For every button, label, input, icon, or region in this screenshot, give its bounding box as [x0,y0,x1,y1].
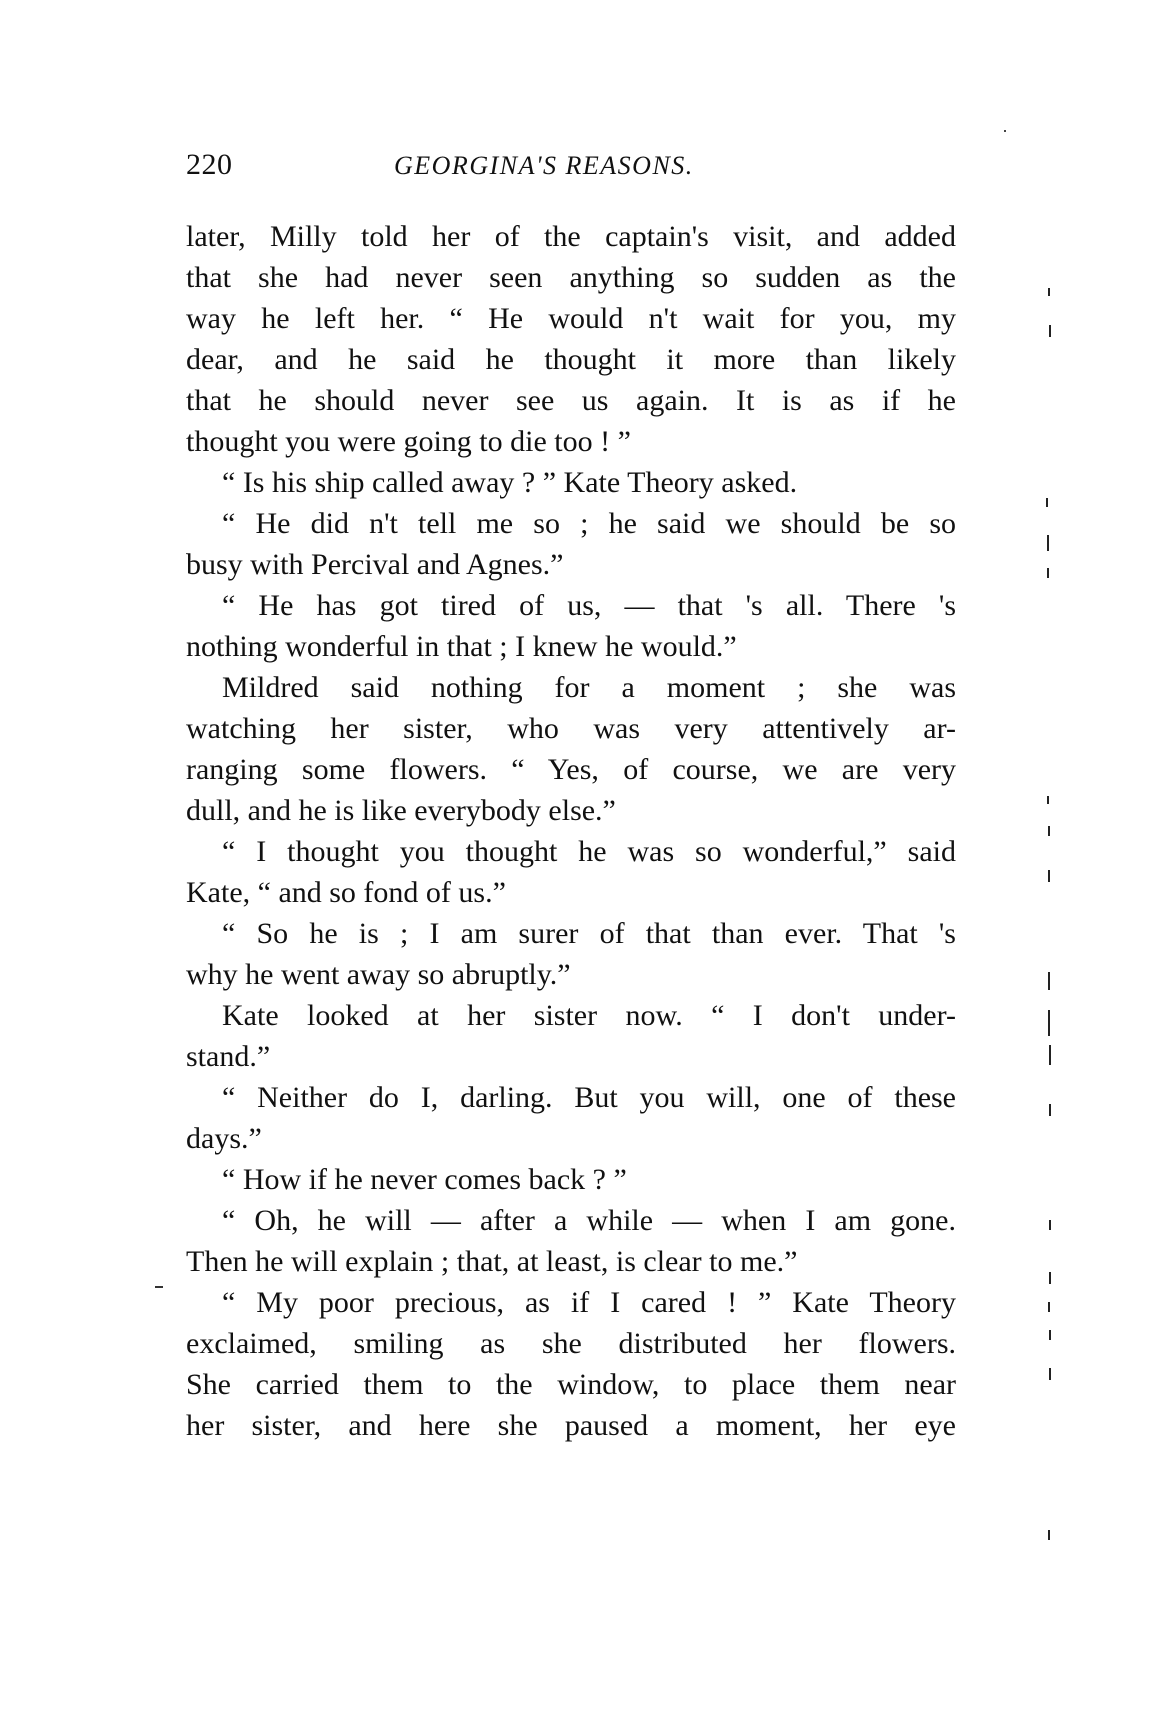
scan-mark [155,1286,163,1288]
scan-mark [1048,1010,1050,1036]
text-line: “ He did n't tell me so ; he said we should be so [222,507,956,540]
text-line: “ How if he never comes back ? ” [222,1163,627,1196]
text-line: “ Oh, he will — after a while — when I am gone. [222,1204,956,1237]
text-line: ranging some flowers. “ Yes, of course, we are very [186,753,956,786]
scan-mark [1049,1104,1051,1116]
scan-mark [1048,1530,1050,1540]
text-line: that he should never see us again. It is as if he [186,384,956,417]
text-line: later, Milly told her of the captain's visit, and added [186,220,956,253]
text-line: stand.” [186,1040,271,1073]
text-line: “ Neither do I, darling. But you will, one of these [222,1081,956,1114]
text-line: “ So he is ; I am surer of that than ever. That 's [222,917,956,950]
text-line: “ Is his ship called away ? ” Kate Theory asked. [222,466,798,499]
scan-mark [1046,498,1048,507]
scan-mark [1048,288,1050,296]
text-line: busy with Percival and Agnes.” [186,548,564,581]
page-header [186,148,966,188]
text-line: Kate, “ and so fond of us.” [186,876,506,909]
scan-mark [1049,325,1051,337]
text-line: that she had never seen anything so sudden as the [186,261,956,294]
text-line: nothing wonderful in that ; I knew he would.” [186,630,737,663]
scan-mark [1048,972,1050,990]
text-line: why he went away so abruptly.” [186,958,571,991]
text-line: Mildred said nothing for a moment ; she was [222,671,956,704]
text-line: Kate looked at her sister now. “ I don't under- [222,999,956,1032]
text-line: her sister, and here she paused a moment, her eye [186,1409,956,1442]
text-line: “ He has got tired of us, — that 's all. There 's [222,589,956,622]
scan-mark [1048,870,1050,882]
scan-mark [1048,1302,1050,1312]
scan-mark [1047,568,1049,578]
text-line: She carried them to the window, to place them near [186,1368,956,1401]
scan-mark [1049,1272,1051,1284]
text-line: “ I thought you thought he was so wonderful,” said [222,835,956,868]
scan-mark [1049,1045,1051,1065]
scan-mark [1048,826,1050,836]
text-line: exclaimed, smiling as she distributed her flowers. [186,1327,956,1360]
scan-mark [1049,1368,1051,1380]
text-line: Then he will explain ; that, at least, is clear to me.” [186,1245,798,1278]
page-number: 220 [186,148,233,181]
text-line: days.” [186,1122,262,1155]
text-line: dull, and he is like everybody else.” [186,794,616,827]
scan-mark [1047,796,1049,804]
scan-mark [1049,1330,1051,1340]
scan-mark [1047,535,1049,551]
text-line: way he left her. “ He would n't wait for you, my [186,302,956,335]
text-line: “ My poor precious, as if I cared ! ” Kate Theory [222,1286,956,1319]
running-head: GEORGINA'S REASONS. [394,151,694,180]
text-line: dear, and he said he thought it more than likely [186,343,956,376]
text-line: watching her sister, who was very attentively ar- [186,712,956,745]
scan-mark [1004,130,1006,132]
text-line: thought you were going to die too ! ” [186,425,631,458]
body-text [186,216,956,1446]
scan-mark [1049,1220,1051,1230]
